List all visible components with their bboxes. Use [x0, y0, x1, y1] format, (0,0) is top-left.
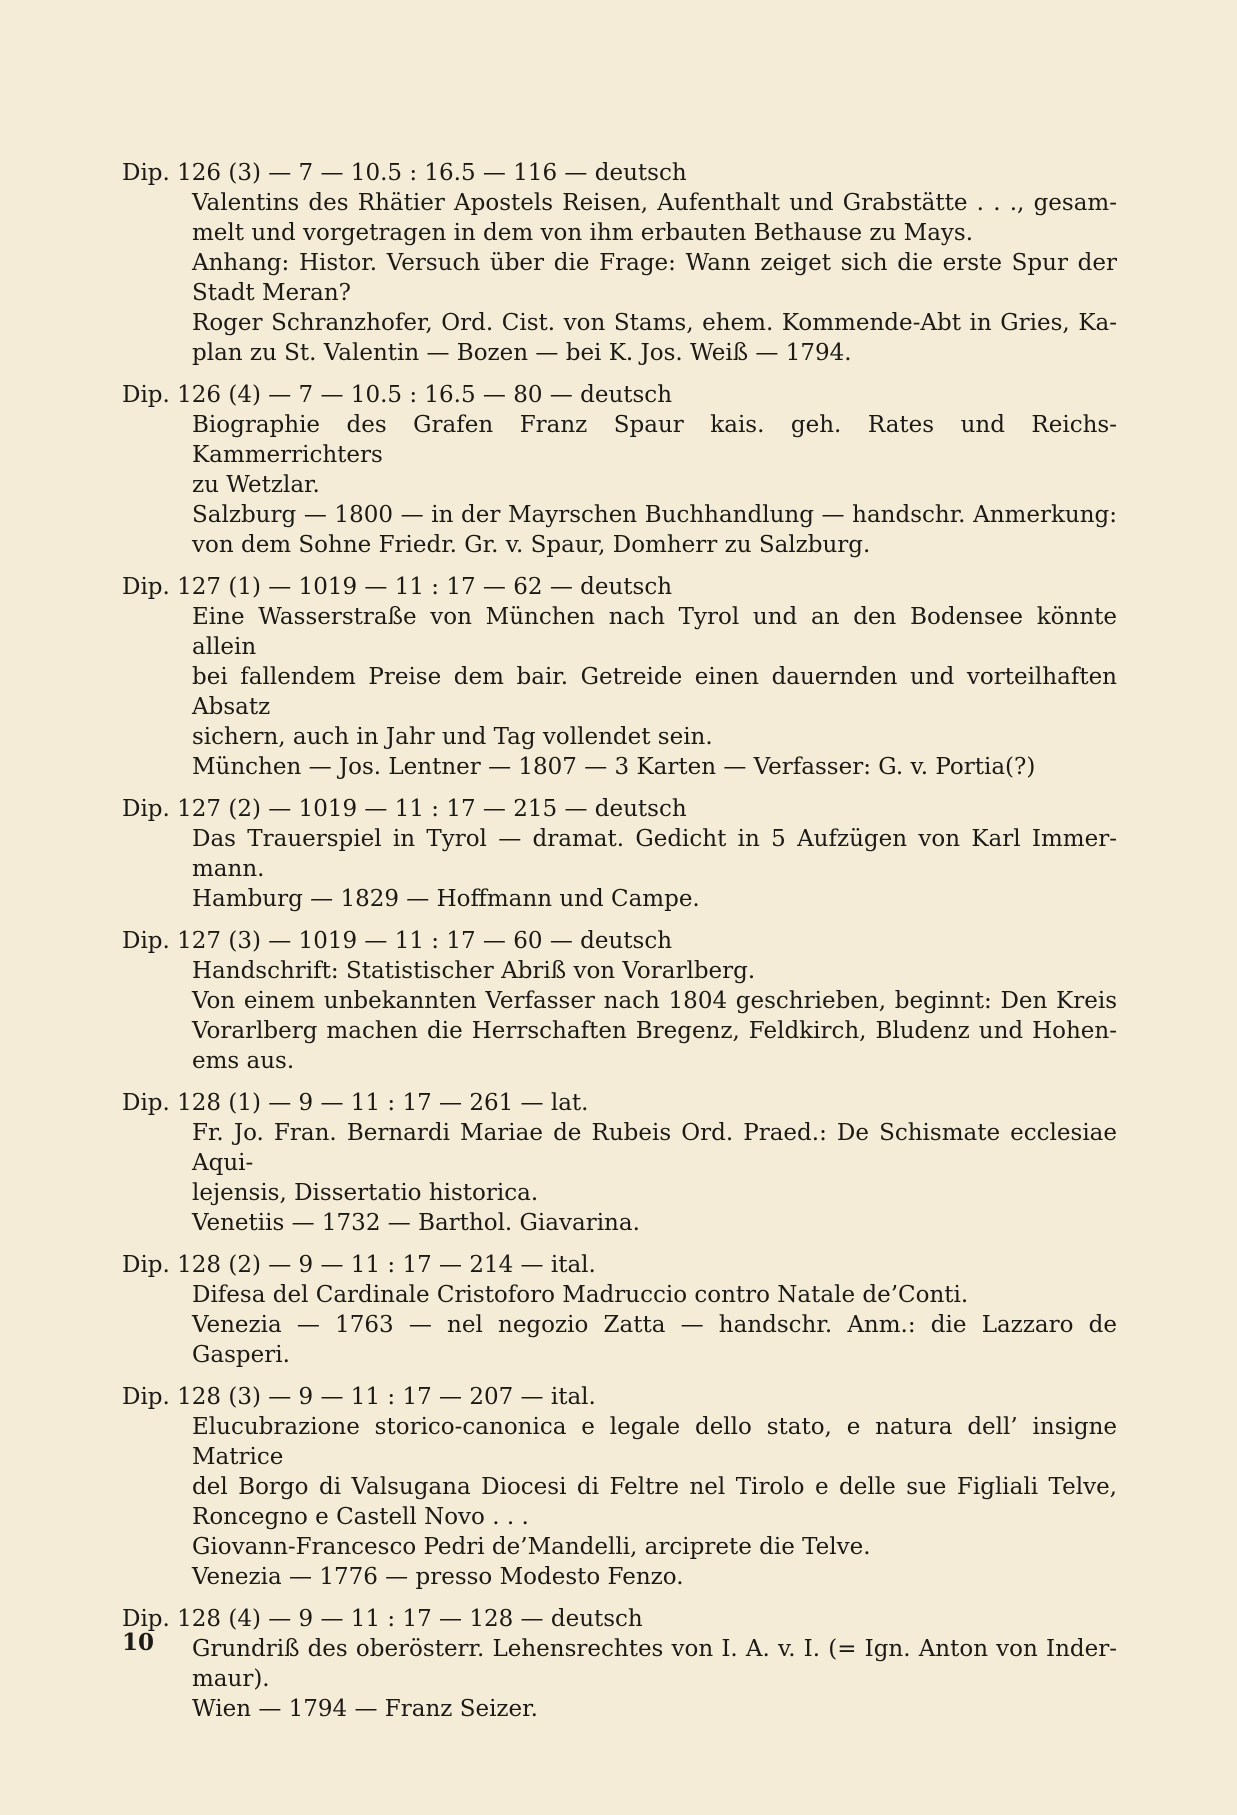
- entry-description: [192, 824, 1117, 914]
- entry-text-line: Difesa del Cardinale Cristoforo Madruccio contro Natale de’Conti.: [192, 1282, 969, 1308]
- entry-text-line: Salzburg — 1800 — in der Mayrschen Buchhandlung — handschr. Anmerkung:: [192, 502, 1117, 528]
- entry-text-line: Eine Wasserstraße von München nach Tyrol und an den Bodensee könnte allein: [192, 604, 1117, 660]
- entry-text-line: Vorarlberg machen die Herrschaften Bregenz, Feldkirch, Bludenz und Hohen-: [192, 1018, 1117, 1044]
- entry-text-line: Venetiis — 1732 — Barthol. Giavarina.: [192, 1210, 640, 1236]
- entry-text-line: Fr. Jo. Fran. Bernardi Mariae de Rubeis Ord. Praed.: De Schismate ecclesiae Aqui-: [192, 1120, 1117, 1176]
- entry-text-line: sichern, auch in Jahr und Tag vollendet sein.: [192, 724, 713, 750]
- entry-text-line: maur).: [192, 1666, 270, 1692]
- entry-text-line: Giovann-Francesco Pedri de’Mandelli, arciprete die Telve.: [192, 1534, 871, 1560]
- catalog-entry: [122, 926, 1117, 1076]
- entry-text-line: zu Wetzlar.: [192, 472, 320, 498]
- entry-text-line: del Borgo di Valsugana Diocesi di Feltre nel Tirolo e delle sue Figliali Telve,: [192, 1474, 1117, 1500]
- entry-description: [192, 956, 1117, 1076]
- entry-heading: Dip. 127 (1) — 1019 — 11 : 17 — 62 — deutsch: [122, 574, 673, 600]
- entry-text-line: mann.: [192, 856, 265, 882]
- entry-heading: Dip. 126 (3) — 7 — 10.5 : 16.5 — 116 — deutsch: [122, 160, 687, 186]
- catalog-entries: [122, 158, 1117, 1736]
- entry-heading: Dip. 127 (3) — 1019 — 11 : 17 — 60 — deutsch: [122, 928, 673, 954]
- entry-description: [192, 1412, 1117, 1592]
- entry-heading: Dip. 128 (3) — 9 — 11 : 17 — 207 — ital.: [122, 1384, 596, 1410]
- entry-text-line: plan zu St. Valentin — Bozen — bei K. Jos. Weiß — 1794.: [192, 340, 852, 366]
- entry-description: [192, 1634, 1117, 1724]
- catalog-entry: [122, 572, 1117, 782]
- catalog-entry: [122, 1088, 1117, 1238]
- entry-text-line: Stadt Meran?: [192, 280, 352, 306]
- entry-text-line: Das Trauerspiel in Tyrol — dramat. Gedicht in 5 Aufzügen von Karl Immer-: [192, 826, 1117, 852]
- entry-heading: Dip. 128 (4) — 9 — 11 : 17 — 128 — deutsch: [122, 1606, 643, 1632]
- entry-text-line: Hamburg — 1829 — Hoffmann und Campe.: [192, 886, 700, 912]
- entry-text-line: Grundriß des oberösterr. Lehensrechtes von I. A. v. I. (= Ign. Anton von Inder-: [192, 1636, 1117, 1662]
- entry-description: [192, 602, 1117, 782]
- entry-text-line: lejensis, Dissertatio historica.: [192, 1180, 539, 1206]
- entry-heading: Dip. 127 (2) — 1019 — 11 : 17 — 215 — deutsch: [122, 796, 687, 822]
- entry-description: [192, 1280, 1117, 1370]
- entry-text-line: Anhang: Histor. Versuch über die Frage: Wann zeiget sich die erste Spur der: [192, 250, 1117, 276]
- entry-text-line: Wien — 1794 — Franz Seizer.: [192, 1696, 538, 1722]
- entry-text-line: Von einem unbekannten Verfasser nach 1804 geschrieben, beginnt: Den Kreis: [192, 988, 1117, 1014]
- entry-text-line: melt und vorgetragen in dem von ihm erbauten Bethause zu Mays.: [192, 220, 974, 246]
- catalog-entry: [122, 158, 1117, 368]
- catalog-entry: [122, 380, 1117, 560]
- entry-text-line: Roger Schranzhofer, Ord. Cist. von Stams, ehem. Kommende-Abt in Gries, Ka-: [192, 310, 1117, 336]
- entry-heading: Dip. 126 (4) — 7 — 10.5 : 16.5 — 80 — deutsch: [122, 382, 673, 408]
- entry-text-line: ems aus.: [192, 1048, 295, 1074]
- catalog-entry: [122, 1250, 1117, 1370]
- entry-text-line: Biographie des Grafen Franz Spaur kais. geh. Rates und Reichs-Kammerrichters: [192, 412, 1117, 468]
- catalog-entry: [122, 1604, 1117, 1724]
- catalog-entry: [122, 1382, 1117, 1592]
- entry-text-line: Venezia — 1763 — nel negozio Zatta — handschr. Anm.: die Lazzaro de Gasperi.: [192, 1312, 1117, 1368]
- entry-description: [192, 1118, 1117, 1238]
- entry-text-line: Roncegno e Castell Novo . . .: [192, 1504, 529, 1530]
- entry-description: [192, 410, 1117, 560]
- entry-text-line: Valentins des Rhätier Apostels Reisen, Aufenthalt und Grabstätte . . ., gesam-: [192, 190, 1117, 216]
- catalog-entry: [122, 794, 1117, 914]
- entry-text-line: von dem Sohne Friedr. Gr. v. Spaur, Domherr zu Salzburg.: [192, 532, 871, 558]
- entry-heading: Dip. 128 (1) — 9 — 11 : 17 — 261 — lat.: [122, 1090, 589, 1116]
- entry-text-line: Handschrift: Statistischer Abriß von Vorarlberg.: [192, 958, 756, 984]
- page-number: 10: [122, 1629, 155, 1656]
- entry-text-line: bei fallendem Preise dem bair. Getreide einen dauernden und vorteilhaften Absatz: [192, 664, 1117, 720]
- entry-text-line: Venezia — 1776 — presso Modesto Fenzo.: [192, 1564, 684, 1590]
- entry-heading: Dip. 128 (2) — 9 — 11 : 17 — 214 — ital.: [122, 1252, 596, 1278]
- entry-text-line: München — Jos. Lentner — 1807 — 3 Karten — Verfasser: G. v. Portia(?): [192, 754, 1036, 780]
- entry-text-line: Elucubrazione storico-canonica e legale dello stato, e natura dell’ insigne Matrice: [192, 1414, 1117, 1470]
- entry-description: [192, 188, 1117, 368]
